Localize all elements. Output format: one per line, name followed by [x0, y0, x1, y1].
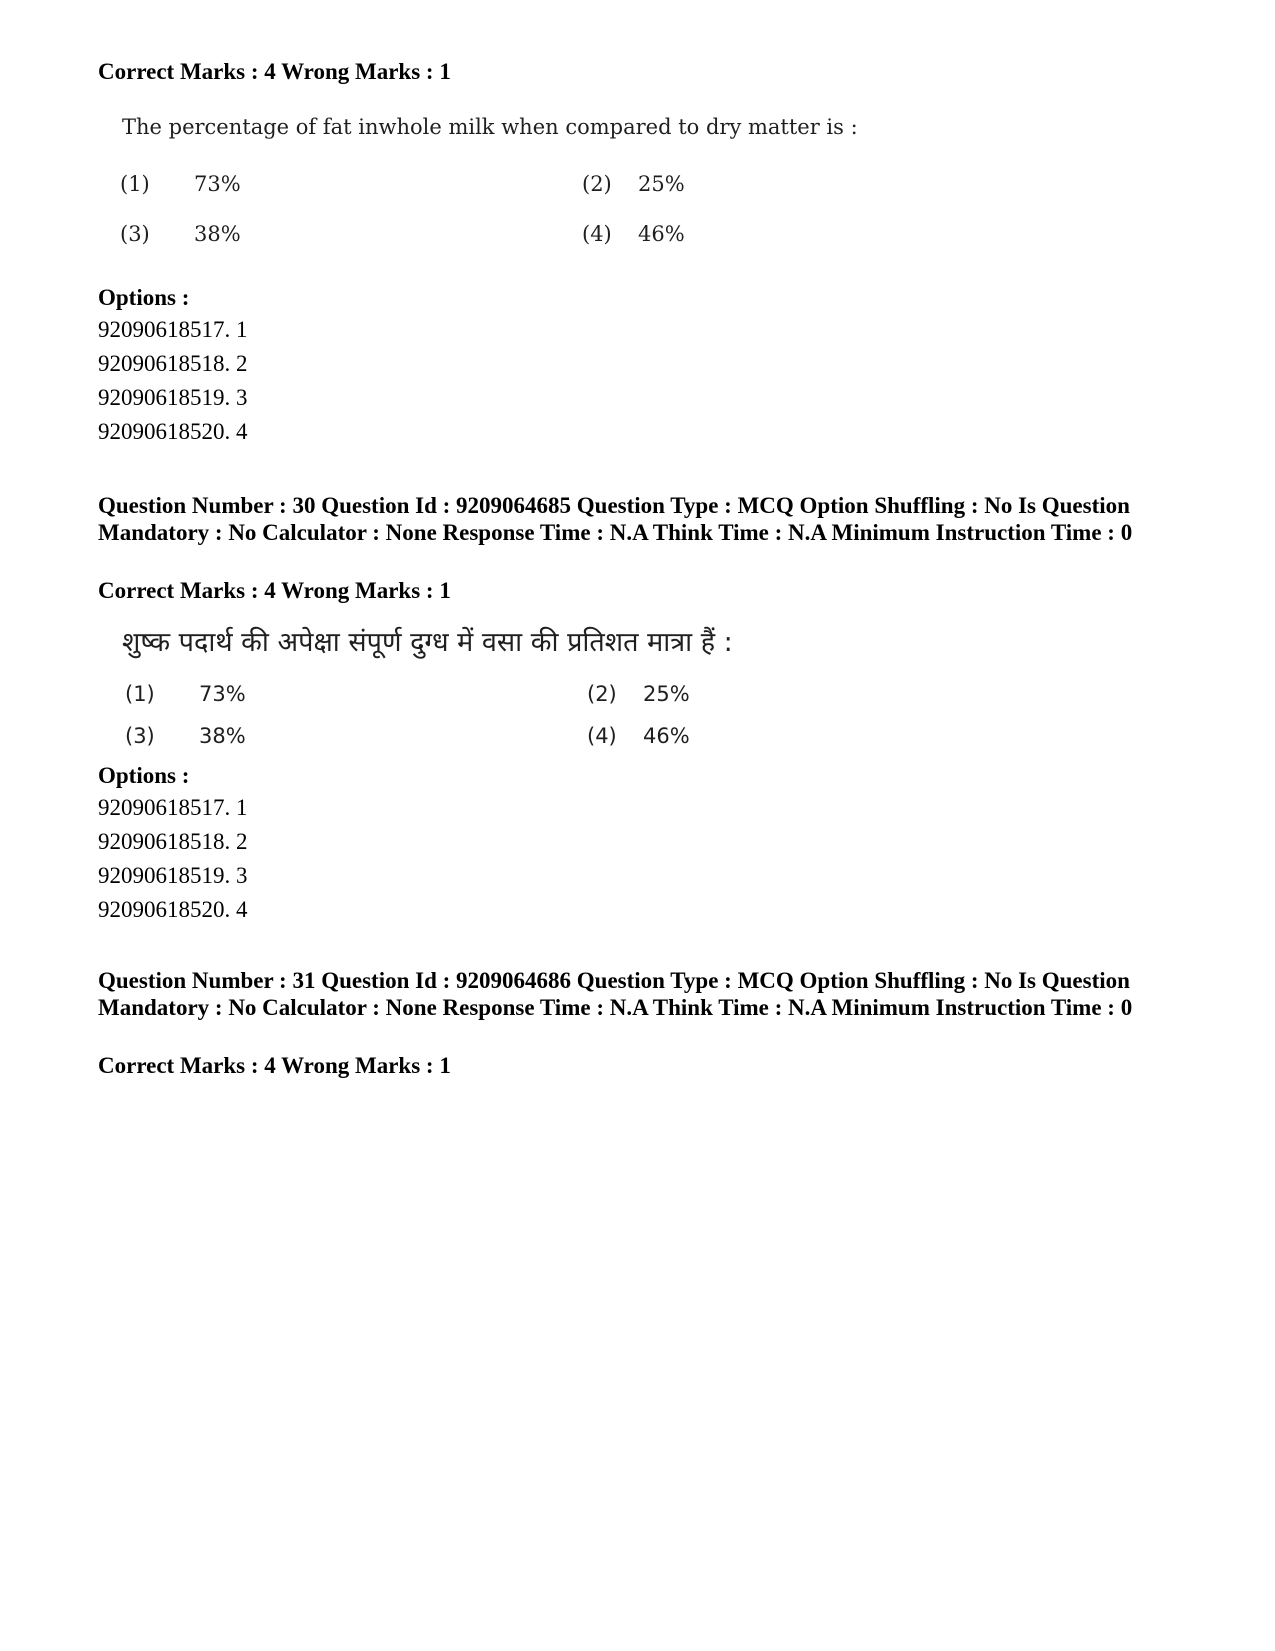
option-item: 92090618518. 2: [98, 351, 248, 376]
question-header: Question Number : 31 Question Id : 9209064686 Question Type : MCQ Option Shuffling : No Is Question Mandatory : No Calculator : None Response Time : N.A Think Time : N.A Minimum Instruction Time : 0: [98, 968, 1133, 1020]
correct-wrong-marks: Correct Marks : 4 Wrong Marks : 1: [98, 578, 451, 603]
options-list: [98, 313, 498, 449]
option-item: 92090618519. 3: [98, 863, 248, 888]
choice-2: (2) 25%: [582, 172, 685, 196]
choice-1: (1) 73%: [120, 172, 241, 196]
options-label: Options :: [98, 763, 190, 788]
option-item: 92090618520. 4: [98, 897, 248, 922]
choice-3: (3) 38%: [125, 724, 246, 748]
option-item: 92090618519. 3: [98, 385, 248, 410]
options-list: [98, 791, 498, 927]
question-stem: The percentage of fat inwhole milk when compared to dry matter is :: [122, 115, 858, 139]
choice-4: (4) 46%: [587, 724, 690, 748]
question-stem: शुष्क पदार्थ की अपेक्षा संपूर्ण दुग्ध में वसा की प्रतिशत मात्रा हैं :: [122, 627, 733, 658]
correct-wrong-marks: Correct Marks : 4 Wrong Marks : 1: [98, 59, 451, 84]
option-item: 92090618517. 1: [98, 795, 248, 820]
correct-wrong-marks: Correct Marks : 4 Wrong Marks : 1: [98, 1053, 451, 1078]
choice-2: (2) 25%: [587, 682, 690, 706]
option-item: 92090618518. 2: [98, 829, 248, 854]
option-item: 92090618517. 1: [98, 317, 248, 342]
question-header: Question Number : 30 Question Id : 9209064685 Question Type : MCQ Option Shuffling : No Is Question Mandatory : No Calculator : None Response Time : N.A Think Time : N.A Minimum Instruction Time : 0: [98, 493, 1133, 545]
choice-1: (1) 73%: [125, 682, 246, 706]
choice-4: (4) 46%: [582, 222, 685, 246]
question-image-english: [98, 115, 858, 275]
choice-3: (3) 38%: [120, 222, 241, 246]
options-label: Options :: [98, 285, 190, 310]
option-item: 92090618520. 4: [98, 419, 248, 444]
question-image-hindi: [98, 622, 818, 782]
